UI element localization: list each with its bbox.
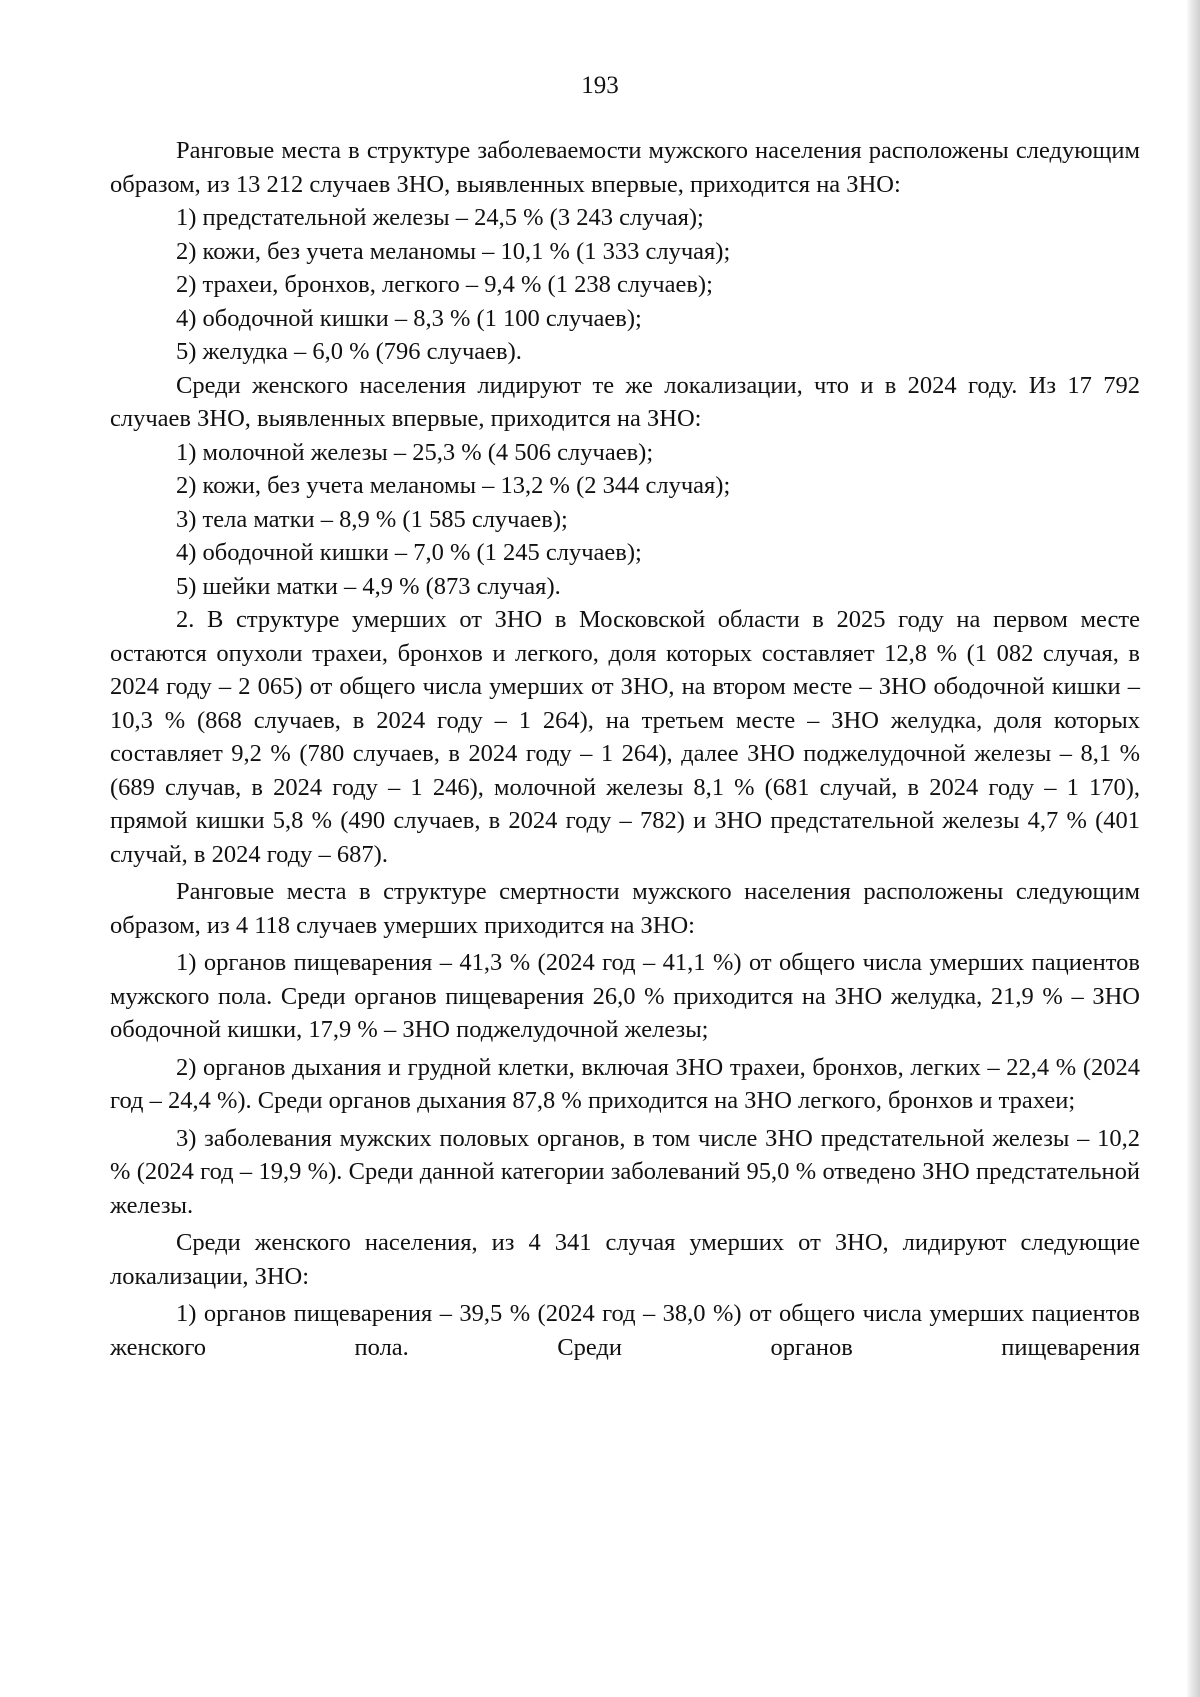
document-body	[110, 134, 1140, 1364]
list-item: 1) предстательной железы – 24,5 % (3 243 случая);	[176, 204, 704, 231]
paragraph: Среди женского населения лидируют те же локализации, что и в 2024 году. Из 17 792 случаев ЗНО, выявленных впервые, приходится на ЗНО:	[110, 371, 1140, 432]
list-item: 3) тела матки – 8,9 % (1 585 случаев);	[176, 505, 568, 533]
paragraph: Ранговые места в структуре смертности мужского населения расположены следующим образом, из 4 118 случаев умерших приходится на ЗНО:	[110, 878, 1140, 939]
list-item: 5) шейки матки – 4,9 % (873 случая).	[176, 572, 561, 600]
paragraph: 1) органов пищеварения – 39,5 % (2024 год – 38,0 %) от общего числа умерших пациентов женского пола. Среди органов пищеварения	[110, 1300, 1140, 1361]
list-item: 5) желудка – 6,0 % (796 случаев).	[176, 338, 522, 365]
paragraph: 3) заболевания мужских половых органов, в том числе ЗНО предстательной железы – 10,2 % (2024 год – 19,9 %). Среди данной категории заболеваний 95,0 % отведено ЗНО предстательной железы.	[110, 1124, 1140, 1219]
list-item: 1) молочной железы – 25,3 % (4 506 случаев);	[176, 438, 654, 466]
paragraph: 2. В структуре умерших от ЗНО в Московской области в 2025 году на первом месте остаются опухоли трахеи, бронхов и легкого, доля которых составляет 12,8 % (1 082 случая, в 2024 году – 2 065) от общего числа умерших от ЗНО, на втором месте – ЗНО ободочной кишки – 10,3 % (868 случаев, в 2024 году – 1 264), на третьем месте – ЗНО желудка, доля которых составляет 9,2 % (780 случаев, в 2024 году – 1 264), далее ЗНО поджелудочной железы – 8,1 % (689 случав, в 2024 году – 1 246), молочной железы 8,1 % (681 случай, в 2024 году – 1 170), прямой кишки 5,8 % (490 случаев, в 2024 году – 782) и ЗНО предстательной железы 4,7 % (401 случай, в 2024 году – 687).	[110, 606, 1140, 868]
scan-edge	[1186, 0, 1200, 1697]
list-item: 2) кожи, без учета меланомы – 10,1 % (1 333 случая);	[176, 237, 731, 265]
list-item: 4) ободочной кишки – 8,3 % (1 100 случаев);	[176, 304, 642, 332]
paragraph: Среди женского населения, из 4 341 случая умерших от ЗНО, лидируют следующие локализации, ЗНО:	[110, 1229, 1140, 1290]
paragraph: Ранговые места в структуре заболеваемости мужского населения расположены следующим образом, из 13 212 случаев ЗНО, выявленных впервые, приходится на ЗНО:	[110, 137, 1140, 198]
paragraph: 1) органов пищеварения – 41,3 % (2024 год – 41,1 %) от общего числа умерших пациентов мужского пола. Среди органов пищеварения 26,0 % приходится на ЗНО желудка, 21,9 % – ЗНО ободочной кишки, 17,9 % – ЗНО поджелудочной железы;	[110, 949, 1140, 1043]
page-number: 193	[581, 72, 619, 99]
list-item: 4) ободочной кишки – 7,0 % (1 245 случаев);	[176, 539, 642, 566]
paragraph: 2) органов дыхания и грудной клетки, включая ЗНО трахеи, бронхов, легких – 22,4 % (2024 год – 24,4 %). Среди органов дыхания 87,8 % приходится на ЗНО легкого, бронхов и трахеи;	[110, 1053, 1140, 1114]
list-item: 2) кожи, без учета меланомы – 13,2 % (2 344 случая);	[176, 472, 731, 499]
list-item: 2) трахеи, бронхов, легкого – 9,4 % (1 238 случаев);	[176, 271, 713, 298]
